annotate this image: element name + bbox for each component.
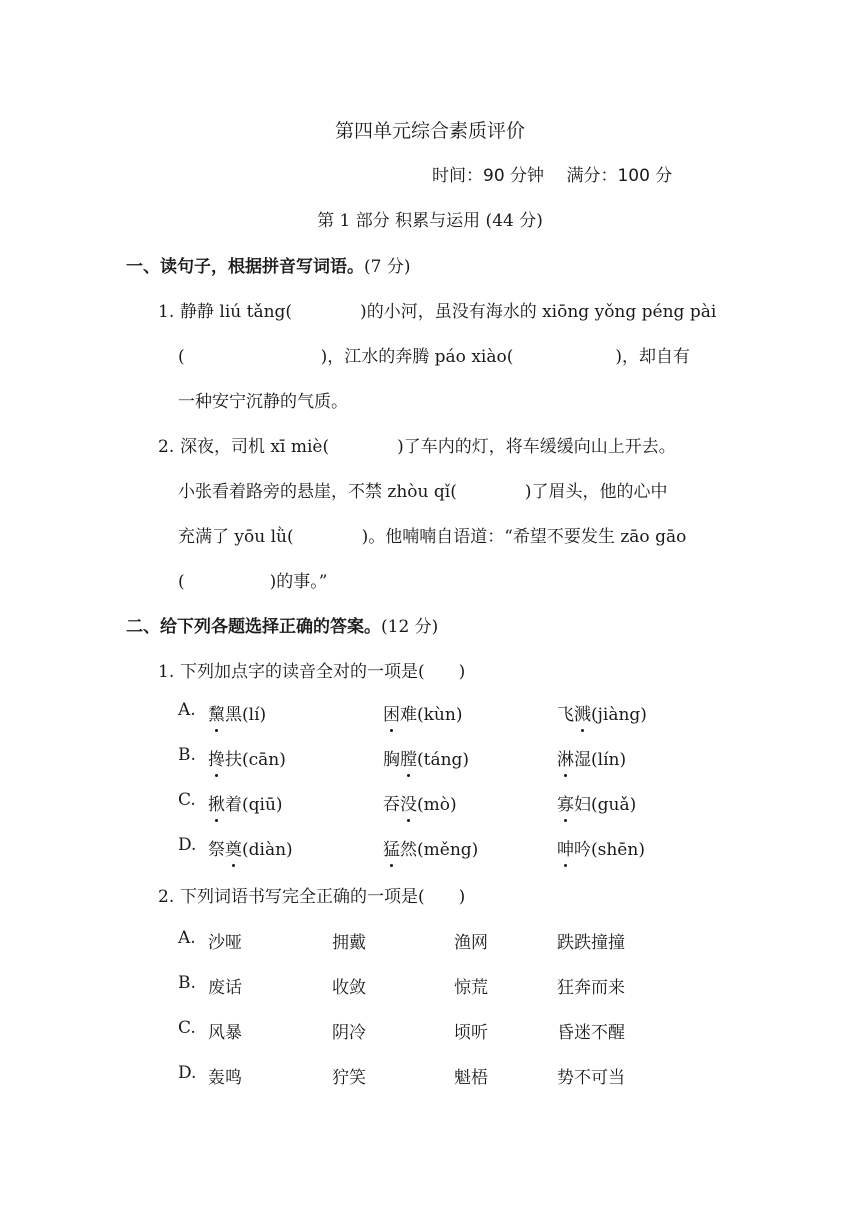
option-word: 收敛 <box>332 978 366 998</box>
question-number: 2. <box>158 437 175 457</box>
option-word: 废话 <box>208 978 242 998</box>
option-item-suffix: (mò) <box>417 795 457 815</box>
option-item-suffix: (jiàng) <box>591 705 647 725</box>
option-item-suffix: 扶(cān) <box>225 750 286 770</box>
s1-q2-line4: ( )的事。” <box>178 572 328 592</box>
option-word: 狞笑 <box>332 1068 366 1088</box>
option-item <box>383 700 462 725</box>
option-word: 魁梧 <box>454 1068 488 1088</box>
emphasized-character: 猛 <box>383 835 400 860</box>
page-title: 第四单元综合素质评价 <box>334 120 525 142</box>
s1-q1-line3: 一种安宁沉静的气质。 <box>178 392 348 412</box>
option-label: A. <box>178 928 196 948</box>
question-text: 下列加点字的读音全对的一项是( ) <box>180 662 466 682</box>
option-label: C. <box>178 790 196 810</box>
option-word: 跌跌撞撞 <box>557 933 625 953</box>
option-item <box>557 790 636 815</box>
section-1-heading <box>126 252 410 277</box>
option-item <box>557 745 626 770</box>
s1-q1-line1 <box>158 297 716 322</box>
emphasized-character: 没 <box>400 790 417 815</box>
option-label: B. <box>178 973 196 993</box>
section-2-heading <box>126 612 438 637</box>
emphasized-character: 呻 <box>557 835 574 860</box>
s2-q1-stem <box>158 657 465 682</box>
emphasized-character: 黧 <box>208 700 225 725</box>
option-word: 沙哑 <box>208 933 242 953</box>
option-item-prefix: 胸 <box>383 750 400 770</box>
option-item <box>383 835 478 860</box>
question-number: 2. <box>158 887 175 907</box>
option-item <box>208 835 293 860</box>
option-item <box>557 835 645 860</box>
option-label: C. <box>178 1018 196 1038</box>
section-2-title: 二、给下列各题选择正确的答案。 <box>126 617 381 637</box>
emphasized-character: 溅 <box>574 700 591 725</box>
option-label: B. <box>178 745 196 765</box>
question-text: 静静 liú tǎng( )的小河，虽没有海水的 xiōng yǒng péng pài <box>180 302 717 322</box>
s2-q2-stem <box>158 882 465 907</box>
option-item-prefix: 祭 <box>208 840 225 860</box>
s1-q2-line2: 小张看着路旁的悬崖，不禁 zhòu qǐ( )了眉头，他的心中 <box>178 482 668 502</box>
option-item <box>383 745 469 770</box>
option-item-suffix: 湿(lín) <box>574 750 627 770</box>
option-item-suffix: 妇(guǎ) <box>574 795 637 815</box>
option-item <box>557 700 647 725</box>
option-label: D. <box>178 835 197 855</box>
option-item <box>208 745 286 770</box>
option-item <box>383 790 457 815</box>
section-1-points: (7 分) <box>364 257 411 277</box>
emphasized-character: 困 <box>383 700 400 725</box>
s1-q2-line1 <box>158 432 676 457</box>
option-item-suffix: 着(qiū) <box>225 795 283 815</box>
option-word: 顷听 <box>454 1023 488 1043</box>
option-word: 阴冷 <box>332 1023 366 1043</box>
option-item-suffix: 黑(lí) <box>225 705 267 725</box>
option-item <box>208 790 283 815</box>
s1-q1-line2: ( )，江水的奔腾 páo xiào( )，却自有 <box>178 347 690 367</box>
section-1-title: 一、读句子，根据拼音写词语。 <box>126 257 364 277</box>
option-word: 轰鸣 <box>208 1068 242 1088</box>
option-word: 拥戴 <box>332 933 366 953</box>
option-label: D. <box>178 1063 197 1083</box>
option-item-suffix: (diàn) <box>242 840 293 860</box>
question-text: 深夜，司机 xī miè( )了车内的灯，将车缓缓向山上开去。 <box>180 437 676 457</box>
emphasized-character: 寡 <box>557 790 574 815</box>
option-item-suffix: 然(měng) <box>400 840 479 860</box>
question-number: 1. <box>158 302 175 322</box>
emphasized-character: 揪 <box>208 790 225 815</box>
option-item-suffix: 难(kùn) <box>400 705 463 725</box>
emphasized-character: 搀 <box>208 745 225 770</box>
option-word: 渔网 <box>454 933 488 953</box>
option-item-suffix: 吟(shēn) <box>574 840 645 860</box>
question-text: 下列词语书写完全正确的一项是( ) <box>180 887 466 907</box>
emphasized-character: 奠 <box>225 835 242 860</box>
option-label: A. <box>178 700 196 720</box>
option-item-suffix: (táng) <box>417 750 470 770</box>
emphasized-character: 膛 <box>400 745 417 770</box>
option-word: 风暴 <box>208 1023 242 1043</box>
option-item-prefix: 吞 <box>383 795 400 815</box>
option-word: 昏迷不醒 <box>557 1023 625 1043</box>
part-heading: 第 1 部分 积累与运用 (44 分) <box>317 211 543 231</box>
exam-meta: 时间：90 分钟 满分：100 分 <box>432 166 673 186</box>
s1-q2-line3: 充满了 yōu lǜ( )。他喃喃自语道：“希望不要发生 zāo gāo <box>178 527 687 547</box>
option-word: 惊荒 <box>454 978 488 998</box>
question-number: 1. <box>158 662 175 682</box>
section-2-points: (12 分) <box>381 617 439 637</box>
option-item-prefix: 飞 <box>557 705 574 725</box>
option-item <box>208 700 266 725</box>
option-word: 势不可当 <box>557 1068 625 1088</box>
option-word: 狂奔而来 <box>557 978 625 998</box>
emphasized-character: 淋 <box>557 745 574 770</box>
